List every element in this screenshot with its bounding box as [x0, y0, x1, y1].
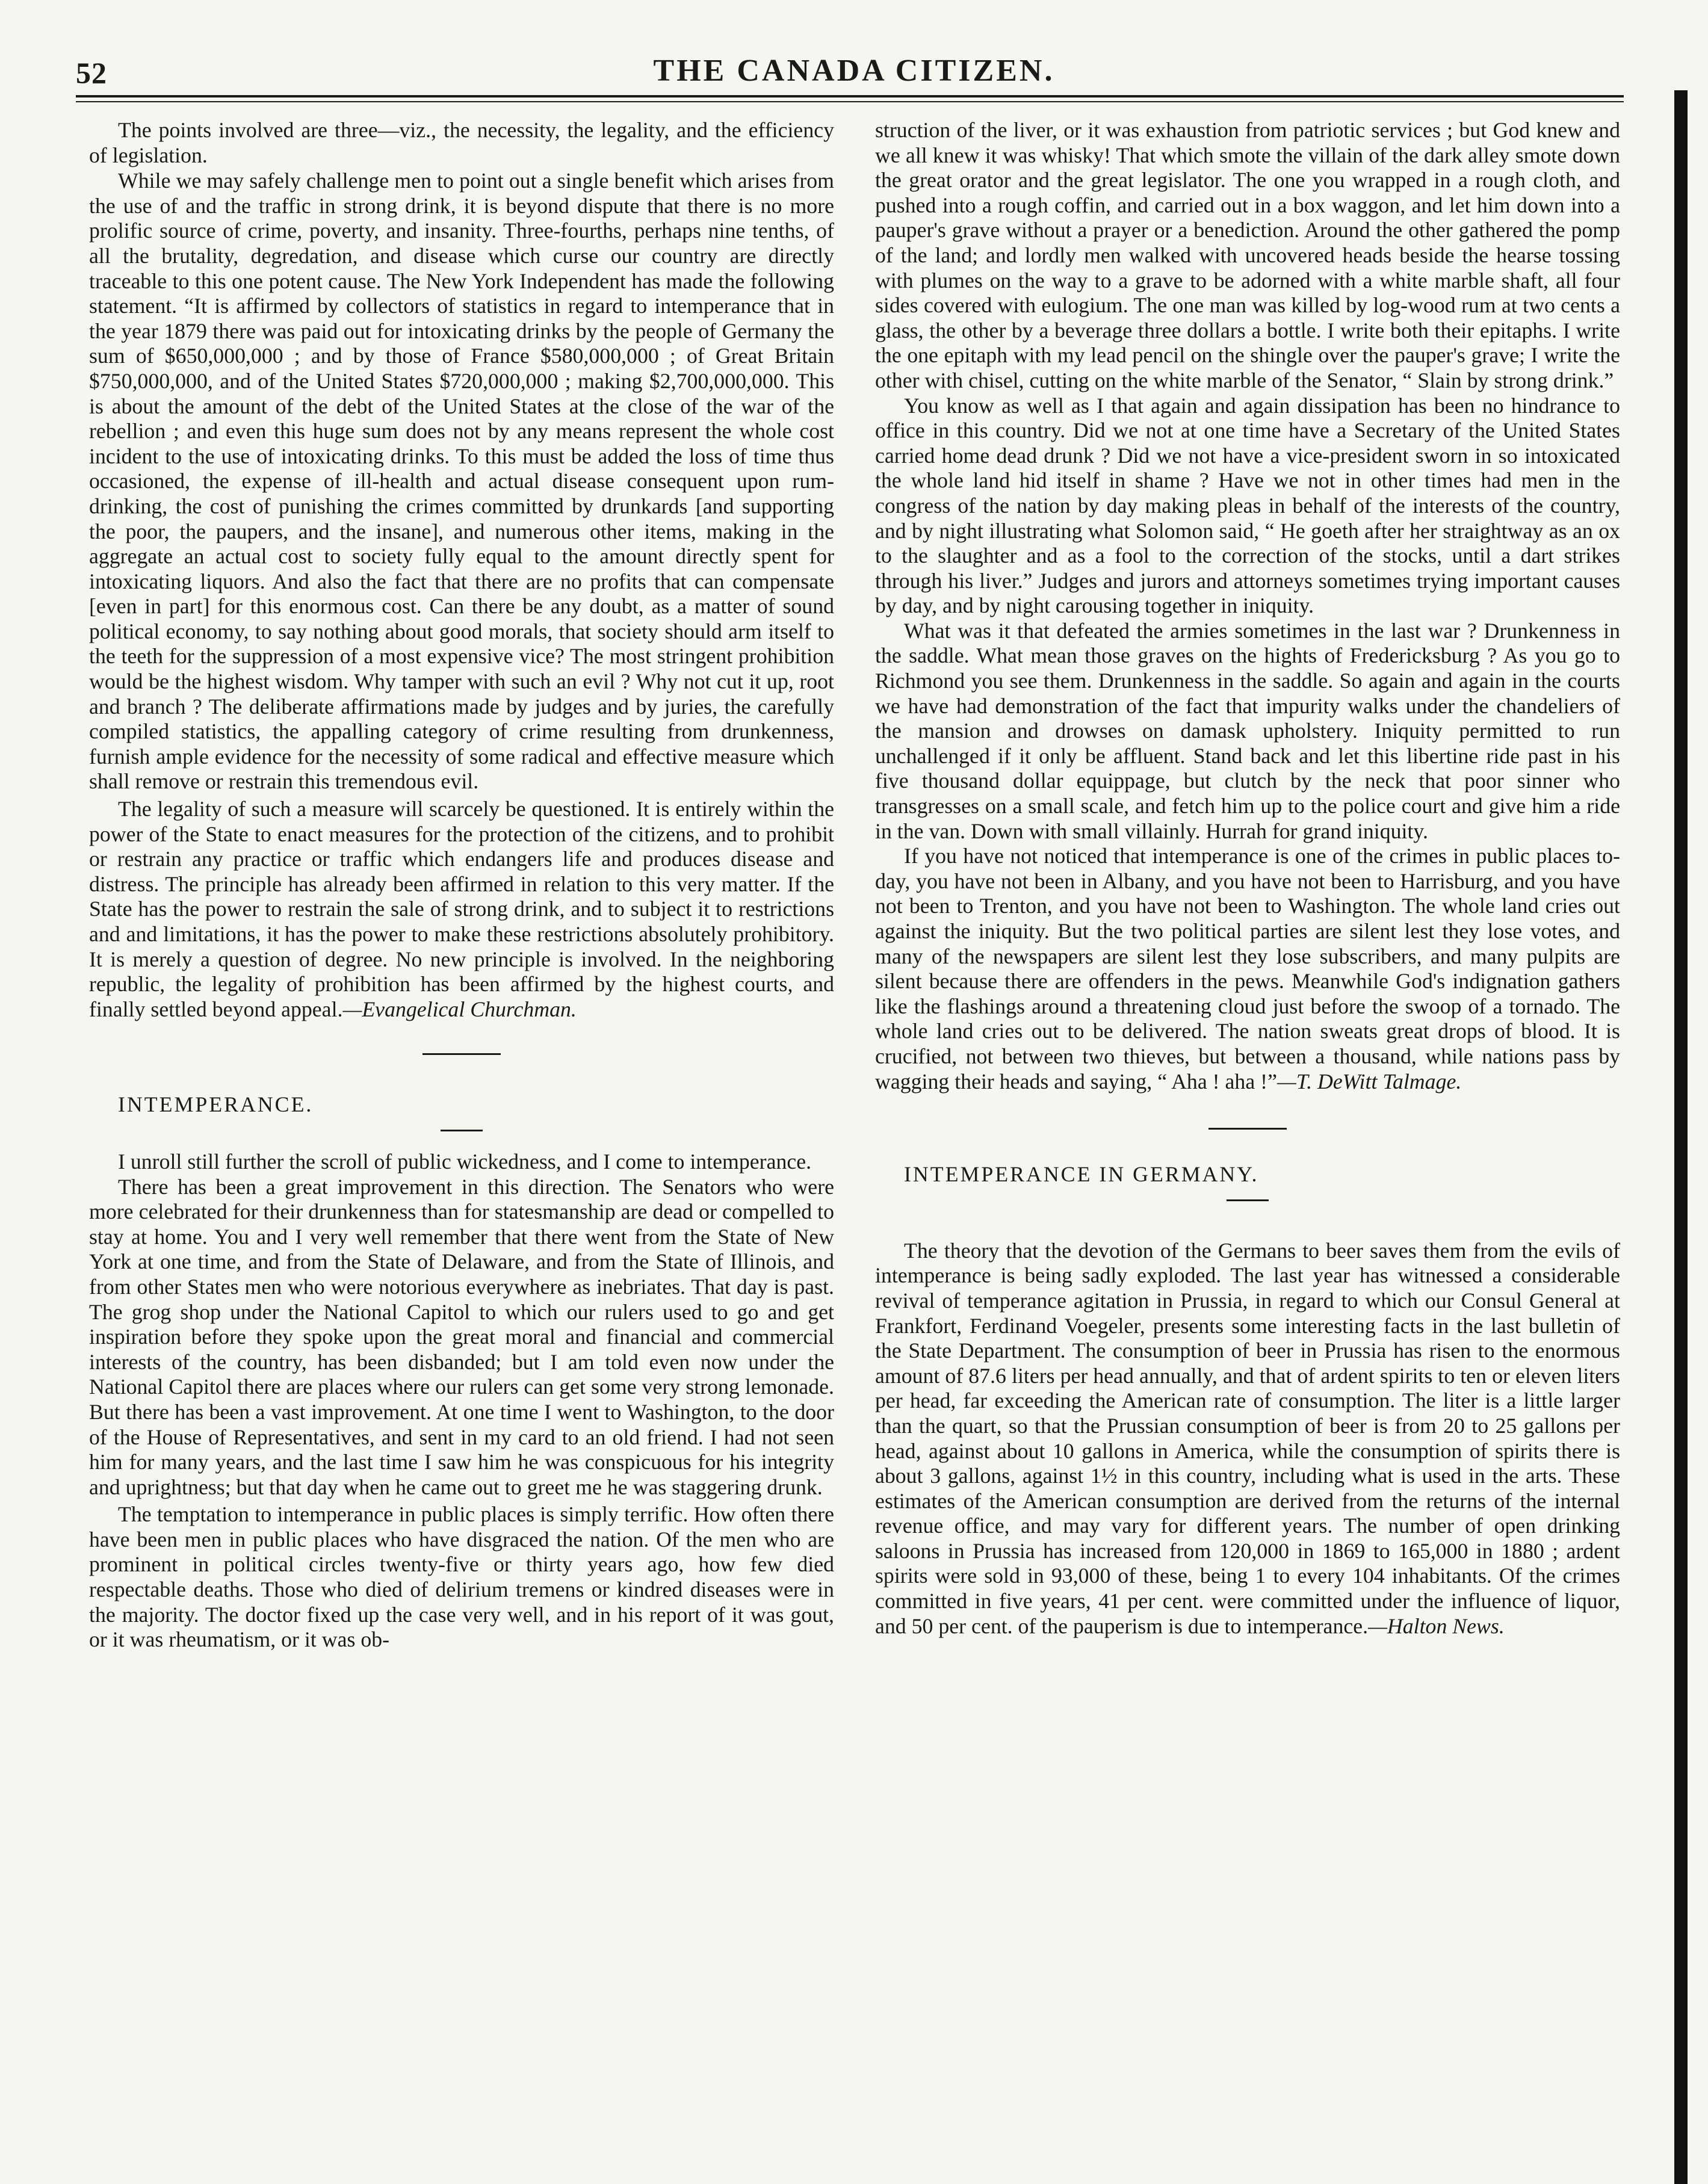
- paragraph: struction of the liver, or it was exhaustion from patriotic services ; but God knew and we all knew it was whisky! That which smote the villain of the dark alley smote down the great orator and the great legislator. The one you wrapped in a rough cloth, and pushed into a rough coffin, and carried out in a box waggon, and let him down into a pauper's grave without a prayer or a benediction. Around the other gathered the pomp of the land; and lordly men walked with uncovered heads beside the hearse tossing with plumes on the way to a grave to be adorned with a white marble shaft, all four sides covered with eulogium. The one man was killed by log-wood rum at two cents a glass, the other by a beverage three dollars a bottle. I write both their epitaphs. I write the one epitaph with my lead pencil on the shingle over the pauper's grave; I write the other with chisel, cutting on the white marble of the Senator, “ Slain by strong drink.”: [875, 118, 1620, 392]
- paragraph: I unroll still further the scroll of public wickedness, and I come to intemperance.: [118, 1149, 812, 1174]
- section-heading: INTEMPERANCE IN GERMANY.: [904, 1162, 1259, 1187]
- paragraph: While we may safely challenge men to point out a single benefit which arises from the use of and the traffic in strong drink, it is beyond dispute that there is no more prolific source of crime, poverty, and insanity. Three-fourths, perhaps nine tenths, of all the brutality, degredation, and disease which curse our country are directly traceable to this one potent cause. The New York Independent has made the following statement. “It is affirmed by collectors of statistics in regard to intemperance that in the year 1879 there was paid out for intoxicating drinks by the people of Germany the sum of $650,000,000 ; and by those of France $580,000,000 ; of Great Britain $750,000,000, and of the United States $720,000,000 ; making $2,700,000,000. This is about the amount of the debt of the United States at the close of the war of the rebellion ; and even this huge sum does not by any means represent the whole cost incident to the use of intoxicating drinks. To this must be added the loss of time thus occasioned, the expense of ill-health and actual disease consequent upon rum-drinking, the cost of punishing the crimes committed by drunkards [and supporting the poor, the paupers, and the insane], and numerous other items, making in the aggregate an actual cost to society fully equal to the amount directly spent for intoxicating liquors. And also the fact that there are no profits that can compensate [even in part] for this enormous cost. Can there be any doubt, as a matter of sound political economy, to say nothing about good morals, that society should arm itself to the teeth for the suppression of a most expensive vice? The most stringent prohibition would be the highest wisdom. Why tamper with such an evil ? Why not cut it up, root and branch ? The deliberate affirmations made by judges and by juries, the carefully compiled statistics, the appalling category of crime resulting from drunkenness, furnish ample evidence for the necessity of some radical and effective measure which shall remove or restrain this tremendous evil.: [89, 169, 834, 794]
- paragraph: [875, 1239, 1620, 1639]
- paragraph: There has been a great improvement in this direction. The Senators who were more celebrated for their drunkenness than for statesmanship are dead or compelled to stay at home. You and I very well remember that there went from the State of New York at one time, and from the State of Delaware, and from the State of Illinois, and from other States men who were notorious everywhere as inebriates. That day is past. The grog shop under the National Capitol to which our rulers used to go and get inspiration before they spoke upon the great moral and financial and commercial interests of the country, has been disbanded; but I am told even now under the National Capitol there are places where our rulers can get some very strong lemonade. But there has been a vast improvement. At one time I went to Washington, to the door of the House of Representatives, and sent in my card to an old friend. I had not seen him for many years, and the last time I saw him he was conspicuous for his integrity and uprightness; but that day when he came out to greet me he was staggering drunk.: [89, 1174, 834, 1499]
- paragraph: [875, 844, 1620, 1094]
- right-column: [875, 118, 1620, 1639]
- section-divider: [422, 1053, 501, 1055]
- paragraph-text: The theory that the devotion of the Germans to beer saves them from the evils of intemperance is being sadly exploded. The last year has witnessed a considerable revival of temperance agitation in Prussia, in regard to which our Consul General at Frankfort, Ferdinand Voegeler, presents some interesting facts in the last bulletin of the State Department. The consumption of beer in Prussia has risen to the enormous amount of 87.6 liters per head annually, and that of ardent spirits to ten or eleven liters per head, far exceeding the American rate of consumption. The liter is a little larger than the quart, so that the Prussian consumption of beer is from 20 to 25 gallons per head, against about 10 gallons in America, while the consumption of spirits there is about 3 gallons, against 1½ in this country, including what is used in the arts. These estimates of the American consumption are derived from the returns of the internal revenue office, and may vary for different years. The number of open drinking saloons in Prussia has increased from 120,000 in 1869 to 165,000 in 1880 ; ardent spirits were sold in 93,000 of these, being 1 to every 104 inhabitants. Of the crimes committed in five years, 41 per cent. were committed under the influence of liquor, and 50 per cent. of the pauperism is due to intemperance.: [875, 1238, 1620, 1638]
- page-edge-bar: [1674, 90, 1688, 2184]
- source-credit: —Halton News.: [1368, 1613, 1505, 1638]
- paragraph: The temptation to intemperance in public places is simply terrific. How often there have been men in public places who have disgraced the nation. Of the men who are prominent in political circles twenty-five or thirty years ago, how few died respectable deaths. Those who died of delirium tremens or kindred diseases were in the majority. The doctor fixed up the case very well, and in his report of it was gout, or it was rheumatism, or it was ob-: [89, 1502, 834, 1652]
- publication-title: THE CANADA CITIZEN.: [653, 54, 1055, 88]
- left-column: [89, 118, 834, 1653]
- paragraph: You know as well as I that again and again dissipation has been no hindrance to office in this country. Did we not at one time have a Secretary of the United States carried home dead drunk ? Did we not have a vice-president sworn in so intoxicated the whole land hid itself in shame ? Have we not in other times had men in the congress of the nation by day making pleas in behalf of the interests of the country, and by night illustrating what Solomon said, “ He goeth after her straightway as an ox to the slaughter and as a fool to the correction of the stocks, until a dart strikes through his liver.” Judges and jurors and attorneys sometimes trying important causes by day, and by night carousing together in iniquity.: [875, 393, 1620, 618]
- section-heading: INTEMPERANCE.: [118, 1092, 314, 1117]
- heading-underline: [1227, 1199, 1269, 1201]
- header-rule-thin: [76, 101, 1624, 102]
- paragraph: The points involved are three—viz., the necessity, the legality, and the efficiency of legislation.: [89, 118, 834, 167]
- paragraph-text: The legality of such a measure will scarcely be questioned. It is entirely within the power of the State to enact measures for the protection of the citizens, and to prohibit or restrain any practice or traffic which endangers life and produces disease and distress. The principle has already been affirmed in relation to this very matter. If the State has the power to restrain the sale of strong drink, and to subject it to restrictions and and limitations, it has the power to make these restrictions absolutely prohibitory. It is merely a question of degree. No new principle is involved. In the neighboring republic, the legality of prohibition has been affirmed by the highest courts, and finally settled beyond appeal.: [89, 797, 834, 1021]
- page-number: 52: [76, 56, 107, 90]
- paragraph-text: If you have not noticed that intemperance is one of the crimes in public places to-day, you have not been in Albany, and you have not been to Harrisburg, and you have not been to Trenton, and you have not been to Washington. The whole land cries out against the iniquity. But the two political parties are silent lest they lose votes, and many of the newspapers are silent lest they lose subscribers, and many pulpits are silent because there are offenders in the pews. Meanwhile God's indignation gathers like the flashings around a threatening cloud just before the swoop of a tornado. The whole land cries out to be delivered. The nation sweats great drops of blood. It is crucified, not between two thieves, but between a thousand, while nations pass by wagging their heads and saying, “ Aha ! aha !”: [875, 844, 1620, 1094]
- source-credit: —Evangelical Churchman.: [342, 997, 577, 1021]
- source-credit: —T. DeWitt Talmage.: [1276, 1069, 1462, 1094]
- heading-underline: [441, 1130, 483, 1131]
- paragraph: [89, 797, 834, 1022]
- header-rule: [76, 95, 1624, 97]
- paragraph: What was it that defeated the armies sometimes in the last war ? Drunkenness in the saddle. What mean those graves on the hights of Fredericksburg ? As you go to Richmond you see them. Drunkenness in the saddle. So again and again in the courts we have had demonstration of the fact that impurity walks under the chandeliers of the mansion and drowses on damask upholstery. Iniquity permitted to run unchallenged if it only be affluent. Stand back and let this libertine ride past in his five thousand dollar equippage, but clutch by the neck that poor sinner who transgresses on a small scale, and fetch him up to the police court and give him a ride in the van. Down with small villainly. Hurrah for grand iniquity.: [875, 618, 1620, 843]
- section-divider: [1208, 1128, 1287, 1130]
